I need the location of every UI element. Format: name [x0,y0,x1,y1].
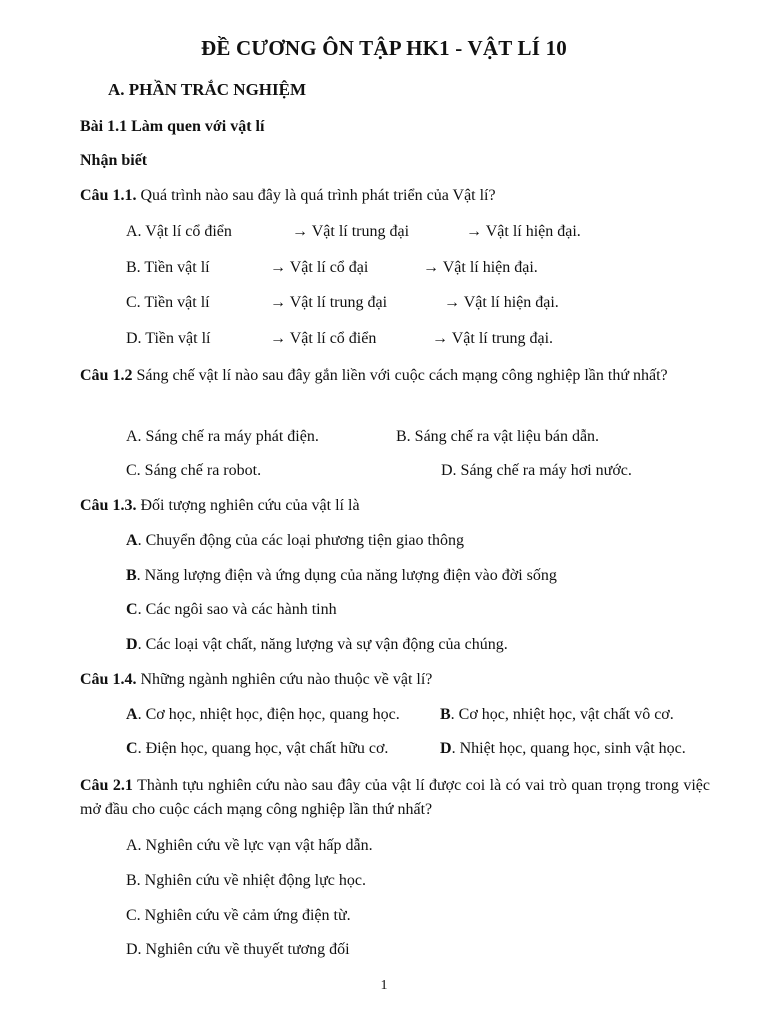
question-1-3 [80,496,360,516]
option-b [440,705,674,725]
option-letter: D [126,636,138,653]
option-letter: A [126,706,138,723]
option-b: B. Nghiên cứu về nhiệt động lực học. [126,872,366,889]
question-label: Câu 1.2 [80,367,133,384]
option-letter: C [126,740,138,757]
option-c [126,600,337,620]
option-text: . Các ngôi sao và các hành tinh [137,601,337,618]
option-c [126,739,388,759]
option-a [126,222,232,242]
option-c: C. Tiền vật lí [126,294,210,311]
option-col-2: → Vật lí cổ đại [270,259,369,276]
question-label: Câu 1.3. [80,497,137,514]
option-b [126,566,557,586]
option-a [126,531,464,551]
question-1-4 [80,670,432,690]
option-text: . Cơ học, nhiệt học, vật chất vô cơ. [450,706,674,723]
question-label: Câu 1.1. [80,187,137,204]
option-c: C. Sáng chế ra robot. [126,462,262,479]
option-letter: A [126,532,138,549]
option-text: . Năng lượng điện và ứng dụng của năng lượng điện vào đời sống [136,567,557,584]
option-col-2: → Vật lí trung đại [292,223,410,240]
option-a: A. Sáng chế ra máy phát điện. [126,428,319,445]
option-text: . Nhiệt học, quang học, sinh vật học. [451,740,686,757]
question-text: Đối tượng nghiên cứu của vật lí là [140,497,360,514]
question-1-1 [80,186,496,206]
question-1-2 [80,364,710,388]
question-text: Những ngành nghiên cứu nào thuộc về vật lí? [140,671,433,688]
level-heading: Nhận biết [80,152,148,169]
option-letter: D [440,740,452,757]
question-text: Sáng chế vật lí nào sau đây gắn liền với cuộc cách mạng công nghiệp lần thứ nhất? [136,367,668,384]
option-col-3: → Vật lí hiện đại. [423,259,538,276]
option-b: B. Tiền vật lí [126,259,210,276]
option-col-3: → Vật lí hiện đại. [466,223,581,240]
option-d: D. Nghiên cứu về thuyết tương đối [126,941,350,958]
option-text: . Cơ học, nhiệt học, điện học, quang học. [137,706,400,723]
question-label: Câu 1.4. [80,671,137,688]
option-col-2: → Vật lí cổ điển [270,330,377,347]
question-text: Thành tựu nghiên cứu nào sau đây của vật lí được coi là có vai trò quan trọng trong việc mở đầu cho cuộc cách mạng công nghiệp lần thứ nhất? [80,777,711,818]
question-2-1 [80,774,710,822]
section-heading: A. PHẦN TRẮC NGHIỆM [108,80,307,99]
option-text: . Điện học, quang học, vật chất hữu cơ. [137,740,389,757]
option-b: B. Sáng chế ra vật liệu bán dẫn. [396,428,600,445]
option-letter: B [440,706,451,723]
document-title: ĐỀ CƯƠNG ÔN TẬP HK1 - VẬT LÍ 10 [201,36,567,60]
option-col-1: A. Vật lí cổ điển [126,223,232,240]
option-d: D. Tiền vật lí [126,330,211,347]
option-col-3: → Vật lí trung đại. [432,330,554,347]
option-col-3: → Vật lí hiện đại. [444,294,559,311]
option-a: A. Nghiên cứu về lực vạn vật hấp dẫn. [126,837,373,854]
option-letter: B [126,567,137,584]
option-text: . Các loại vật chất, năng lượng và sự vận động của chúng. [137,636,508,653]
option-letter: C [126,601,138,618]
option-c: C. Nghiên cứu về cảm ứng điện từ. [126,907,351,924]
option-text: . Chuyển động của các loại phương tiện giao thông [137,532,464,549]
option-col-2: → Vật lí trung đại [270,294,388,311]
option-d [126,635,508,655]
option-d: D. Sáng chế ra máy hơi nước. [441,462,632,479]
question-label: Câu 2.1 [80,777,133,794]
question-text: Quá trình nào sau đây là quá trình phát triển của Vật lí? [140,187,496,204]
option-a [126,705,400,725]
lesson-heading: Bài 1.1 Làm quen với vật lí [80,118,265,135]
page-number: 1 [380,978,388,993]
option-d [440,739,686,759]
